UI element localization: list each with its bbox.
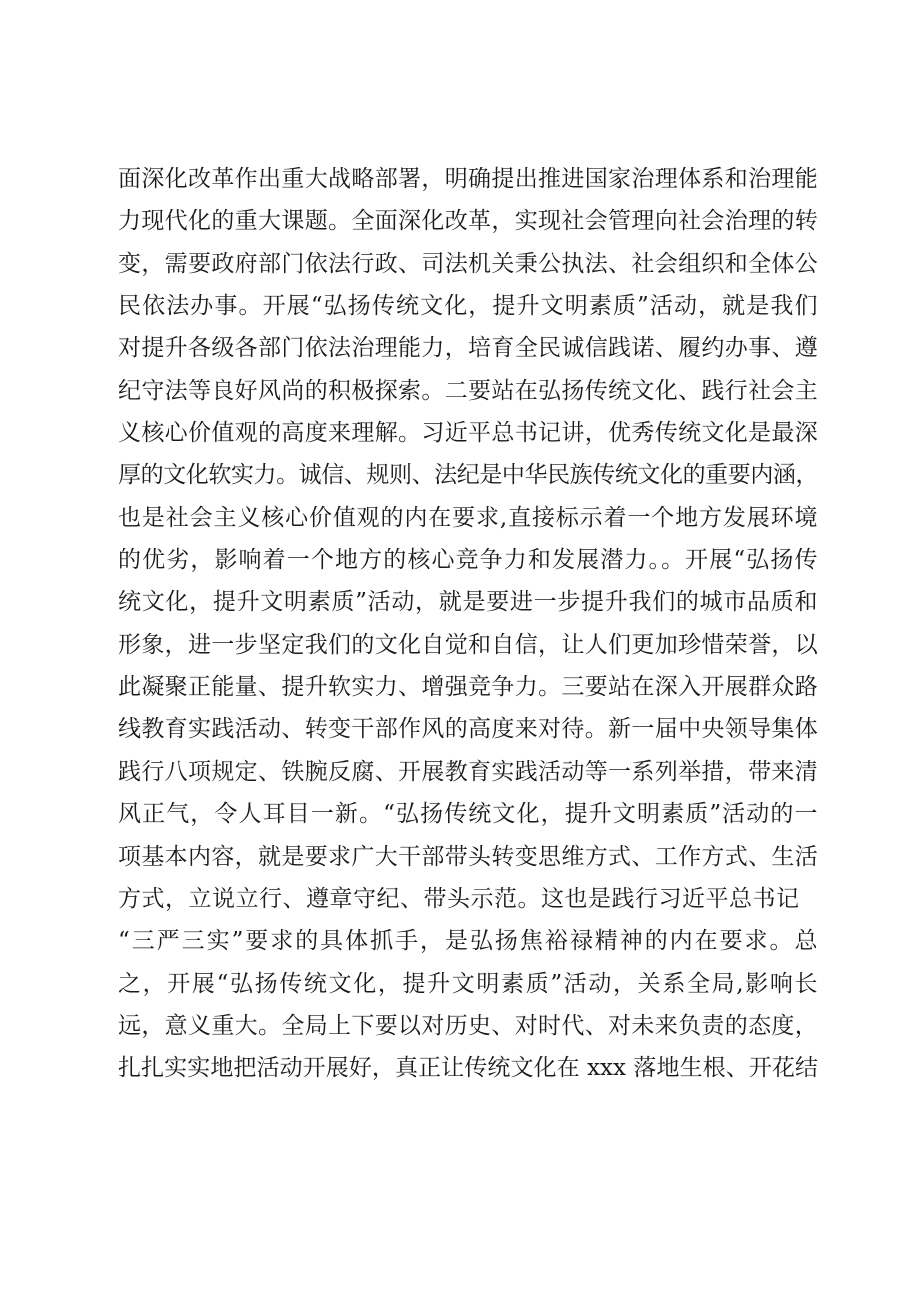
text-line-2: 力现代化的重大课题。全面深化改革，实现社会管理向社会治理的转	[118, 208, 818, 235]
text-line-6: 纪守法等良好风尚的积极探索。二要站在弘扬传统文化、践行社会主	[118, 377, 818, 404]
text-line-4: 民依法办事。开展“弘扬传统文化，提升文明素质”活动，就是我们	[118, 293, 818, 320]
text-line-10: 的优劣，影响着一个地方的核心竞争力和发展潜力。。开展“弘扬传	[118, 547, 818, 574]
text-line-8: 厚的文化软实力。诚信、规则、法纪是中华民族传统文化的重要内涵，	[118, 462, 818, 489]
text-line-13: 此凝聚正能量、提升软实力、增强竞争力。三要站在深入开展群众路	[118, 674, 818, 701]
text-line-5: 对提升各级各部门依法治理能力，培育全民诚信践诺、履约办事、遵	[118, 335, 818, 362]
text-line-7: 义核心价值观的高度来理解。习近平总书记讲，优秀传统文化是最深	[118, 420, 818, 447]
text-line-9: 也是社会主义核心价值观的内在要求,直接标示着一个地方发展环境	[118, 504, 818, 531]
text-line-11: 统文化，提升文明素质”活动，就是要进一步提升我们的城市品质和	[118, 589, 818, 616]
text-line-22: 扎扎实实地把活动开展好，真正让传统文化在 xxx 落地生根、开花结	[118, 1055, 818, 1082]
body-paragraph	[118, 158, 818, 1090]
text-line-16: 风正气，令人耳目一新。“弘扬传统文化，提升文明素质”活动的一	[118, 801, 818, 828]
text-line-19: “三严三实”要求的具体抓手，是弘扬焦裕禄精神的内在要求。总	[118, 928, 818, 955]
text-line-14: 线教育实践活动、转变干部作风的高度来对待。新一届中央领导集体	[118, 716, 818, 743]
text-line-20: 之，开展“弘扬传统文化，提升文明素质”活动，关系全局,影响长	[118, 970, 818, 997]
text-line-3: 变，需要政府部门依法行政、司法机关秉公执法、社会组织和全体公	[118, 250, 818, 277]
text-line-17: 项基本内容，就是要求广大干部带头转变思维方式、工作方式、生活	[118, 843, 818, 870]
text-line-12: 形象，进一步坚定我们的文化自觉和自信，让人们更加珍惜荣誉，以	[118, 631, 818, 658]
text-line-18: 方式，立说立行、遵章守纪、带头示范。这也是践行习近平总书记	[118, 885, 800, 912]
text-line-15: 践行八项规定、铁腕反腐、开展教育实践活动等一系列举措，带来清	[118, 758, 818, 785]
text-line-1: 面深化改革作出重大战略部署，明确提出推进国家治理体系和治理能	[118, 166, 818, 192]
text-line-21: 远，意义重大。全局上下要以对历史、对时代、对未来负责的态度，	[118, 1012, 818, 1039]
